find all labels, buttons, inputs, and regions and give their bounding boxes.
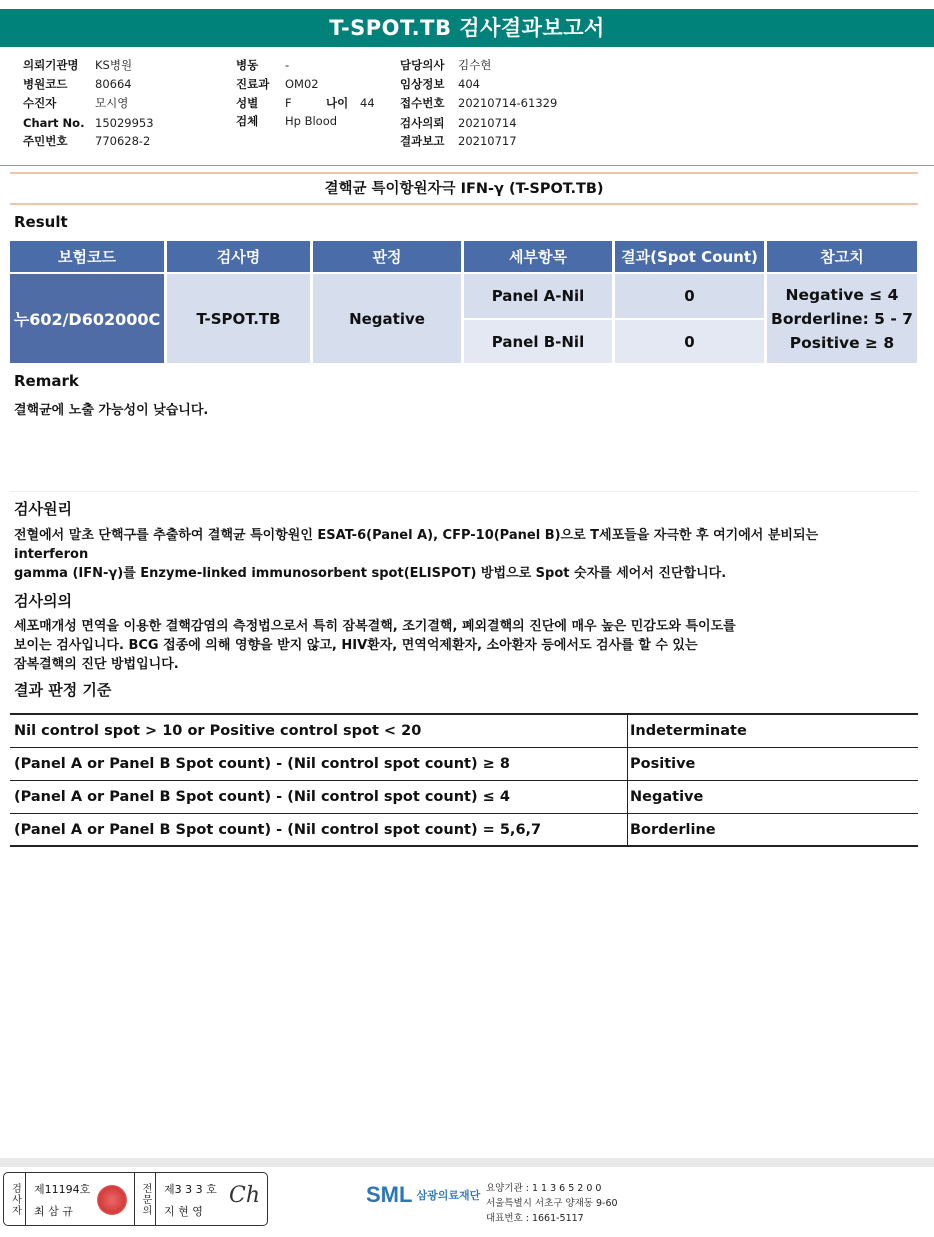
logo-text: SML bbox=[366, 1182, 413, 1207]
column-divider bbox=[627, 814, 628, 845]
info-value: Hp Blood bbox=[285, 114, 338, 128]
info-row bbox=[23, 94, 128, 112]
info-label: 수진자 bbox=[23, 96, 57, 110]
header-test-name: 검사명 bbox=[167, 241, 310, 272]
meaning-line: 잠복결핵의 진단 방법입니다. bbox=[14, 657, 179, 672]
address-block bbox=[486, 1181, 618, 1226]
address-line: 대표번호 : 1661-5117 bbox=[486, 1213, 584, 1224]
info-row bbox=[400, 132, 517, 150]
remark-text: 결핵균에 노출 가능성이 낮습니다. bbox=[14, 403, 209, 418]
column-divider bbox=[627, 748, 628, 780]
test-name: T-SPOT.TB bbox=[167, 274, 310, 363]
address-line: 서울특별시 서초구 양재동 9-60 bbox=[486, 1198, 618, 1209]
examiner-name: 최 삼 규 bbox=[34, 1205, 73, 1218]
header-judgement: 판정 bbox=[313, 241, 461, 272]
principle-line: gamma (IFN-γ)를 Enzyme-linked immunosorbent spot(ELISPOT) 방법으로 Spot 숫자를 세어서 진단합니다. bbox=[14, 566, 727, 581]
info-row bbox=[400, 56, 491, 74]
criteria-result: Positive bbox=[630, 756, 696, 772]
info-label: 결과보고 bbox=[400, 134, 445, 148]
meaning-line: 보이는 검사입니다. BCG 접종에 의해 영향을 받지 않고, HIV환자, 면역억제환자, 소아환자 등에서도 검사를 할 수 있는 bbox=[14, 638, 698, 653]
criteria-condition: Nil control spot > 10 or Positive control spot < 20 bbox=[14, 723, 422, 739]
info-row bbox=[23, 75, 132, 93]
criteria-heading: 결과 판정 기준 bbox=[14, 681, 112, 699]
signature: Ch bbox=[229, 1183, 261, 1208]
spot-count: 0 bbox=[615, 320, 764, 363]
report-title: T-SPOT.TB 검사결과보고서 bbox=[0, 9, 934, 47]
footer-divider bbox=[0, 1158, 934, 1167]
info-value: 404 bbox=[458, 77, 480, 91]
info-value: 770628-2 bbox=[95, 134, 151, 148]
info-value: 44 bbox=[360, 96, 375, 110]
reference-line: Positive ≥ 8 bbox=[789, 333, 895, 352]
meaning-heading: 검사의의 bbox=[14, 592, 72, 610]
principle-line: interferon bbox=[14, 547, 89, 562]
seal-stamp-icon bbox=[97, 1185, 127, 1215]
info-value: 80664 bbox=[95, 77, 132, 91]
header-insurance-code: 보험코드 bbox=[10, 241, 164, 272]
info-value: KS병원 bbox=[95, 58, 133, 72]
info-label: 담당의사 bbox=[400, 58, 445, 72]
info-label: 검사의뢰 bbox=[400, 116, 445, 130]
address-line: 요양기관 : 1 1 3 6 5 2 0 0 bbox=[486, 1183, 602, 1194]
info-label: 병원코드 bbox=[23, 77, 68, 91]
meaning-line: 세포매개성 면역을 이용한 결핵감염의 측정법으로서 특히 잠복결핵, 조기결핵, 폐외결핵의 진단에 매우 높은 민감도와 특이도를 bbox=[14, 619, 736, 634]
criteria-result: Borderline bbox=[630, 822, 716, 838]
info-label: 성별 bbox=[236, 96, 259, 110]
info-label: 검체 bbox=[236, 114, 259, 128]
info-label: Chart No. bbox=[23, 116, 85, 130]
signature-box bbox=[3, 1172, 268, 1226]
examiner-vertical-text: 검사자 bbox=[9, 1182, 21, 1216]
info-value: 모시영 bbox=[95, 96, 129, 110]
specialist-vertical-label bbox=[134, 1173, 156, 1225]
header-reference: 참고치 bbox=[767, 241, 917, 272]
info-row bbox=[400, 114, 517, 132]
criteria-row bbox=[10, 814, 918, 847]
header-detail: 세부항목 bbox=[464, 241, 612, 272]
info-value: 20210714 bbox=[458, 116, 517, 130]
criteria-result: Negative bbox=[630, 789, 704, 805]
info-row bbox=[236, 56, 289, 74]
judgement: Negative bbox=[313, 274, 461, 363]
reference-line: Borderline: 5 - 7 bbox=[771, 309, 913, 328]
info-row bbox=[23, 132, 150, 150]
reference-line: Negative ≤ 4 bbox=[785, 285, 899, 304]
patient-info bbox=[0, 56, 934, 166]
info-value: 20210714-61329 bbox=[458, 96, 558, 110]
info-label: 진료과 bbox=[236, 77, 270, 91]
detail-item: Panel B-Nil bbox=[464, 320, 612, 363]
principle-text bbox=[14, 526, 894, 583]
remark-section bbox=[10, 366, 918, 492]
section-title: 결핵균 특이항원자극 IFN-γ (T-SPOT.TB) bbox=[10, 172, 918, 205]
criteria-condition: (Panel A or Panel B Spot count) - (Nil control spot count) = 5,6,7 bbox=[14, 822, 542, 838]
info-label: 나이 bbox=[326, 96, 349, 110]
info-value: 15029953 bbox=[95, 116, 154, 130]
criteria-row bbox=[10, 715, 918, 748]
info-value: 김수현 bbox=[458, 58, 492, 72]
result-heading: Result bbox=[14, 213, 68, 231]
specialist-name: 지 현 영 bbox=[164, 1205, 203, 1218]
spot-count: 0 bbox=[615, 274, 764, 318]
info-label: 임상정보 bbox=[400, 77, 445, 91]
info-row-age bbox=[326, 94, 375, 112]
criteria-condition: (Panel A or Panel B Spot count) - (Nil control spot count) ≥ 8 bbox=[14, 756, 510, 772]
criteria-row bbox=[10, 781, 918, 814]
column-divider bbox=[627, 781, 628, 813]
criteria-result: Indeterminate bbox=[630, 723, 747, 739]
column-divider bbox=[627, 715, 628, 747]
info-row bbox=[236, 112, 337, 130]
info-label: 의뢰기관명 bbox=[23, 58, 79, 72]
info-row bbox=[236, 94, 292, 112]
info-value: - bbox=[285, 58, 290, 72]
remark-heading: Remark bbox=[14, 372, 79, 390]
info-label: 접수번호 bbox=[400, 96, 445, 110]
info-label: 주민번호 bbox=[23, 134, 68, 148]
info-value: 20210717 bbox=[458, 134, 517, 148]
info-value: OM02 bbox=[285, 77, 319, 91]
info-label: 병동 bbox=[236, 58, 259, 72]
sml-logo bbox=[366, 1182, 480, 1208]
criteria-condition: (Panel A or Panel B Spot count) - (Nil control spot count) ≤ 4 bbox=[14, 789, 510, 805]
divider bbox=[0, 165, 934, 166]
specialist-vertical-text: 전문의 bbox=[140, 1182, 151, 1216]
examiner-number: 제11194호 bbox=[34, 1183, 91, 1196]
detail-item: Panel A-Nil bbox=[464, 274, 612, 318]
meaning-text bbox=[14, 617, 894, 674]
examiner-vertical-label bbox=[4, 1173, 26, 1225]
specialist-number: 제3 3 3 호 bbox=[164, 1183, 217, 1196]
principle-line: 전혈에서 말초 단핵구를 추출하여 결핵균 특이항원인 ESAT-6(Panel A), CFP-10(Panel B)으로 T세포들을 자극한 후 여기에서 분비되는 bbox=[14, 528, 819, 543]
info-row bbox=[400, 94, 557, 112]
insurance-code: 누602/D602000C bbox=[10, 274, 164, 363]
header-spot-count: 결과(Spot Count) bbox=[615, 241, 764, 272]
principle-heading: 검사원리 bbox=[14, 500, 72, 518]
org-name: 삼광의료재단 bbox=[416, 1189, 481, 1202]
criteria-table bbox=[10, 713, 918, 847]
info-row bbox=[23, 114, 154, 132]
info-row bbox=[23, 56, 132, 74]
info-row bbox=[400, 75, 480, 93]
reference-values bbox=[767, 274, 917, 363]
info-row bbox=[236, 75, 319, 93]
criteria-row bbox=[10, 748, 918, 781]
info-value: F bbox=[285, 96, 292, 110]
